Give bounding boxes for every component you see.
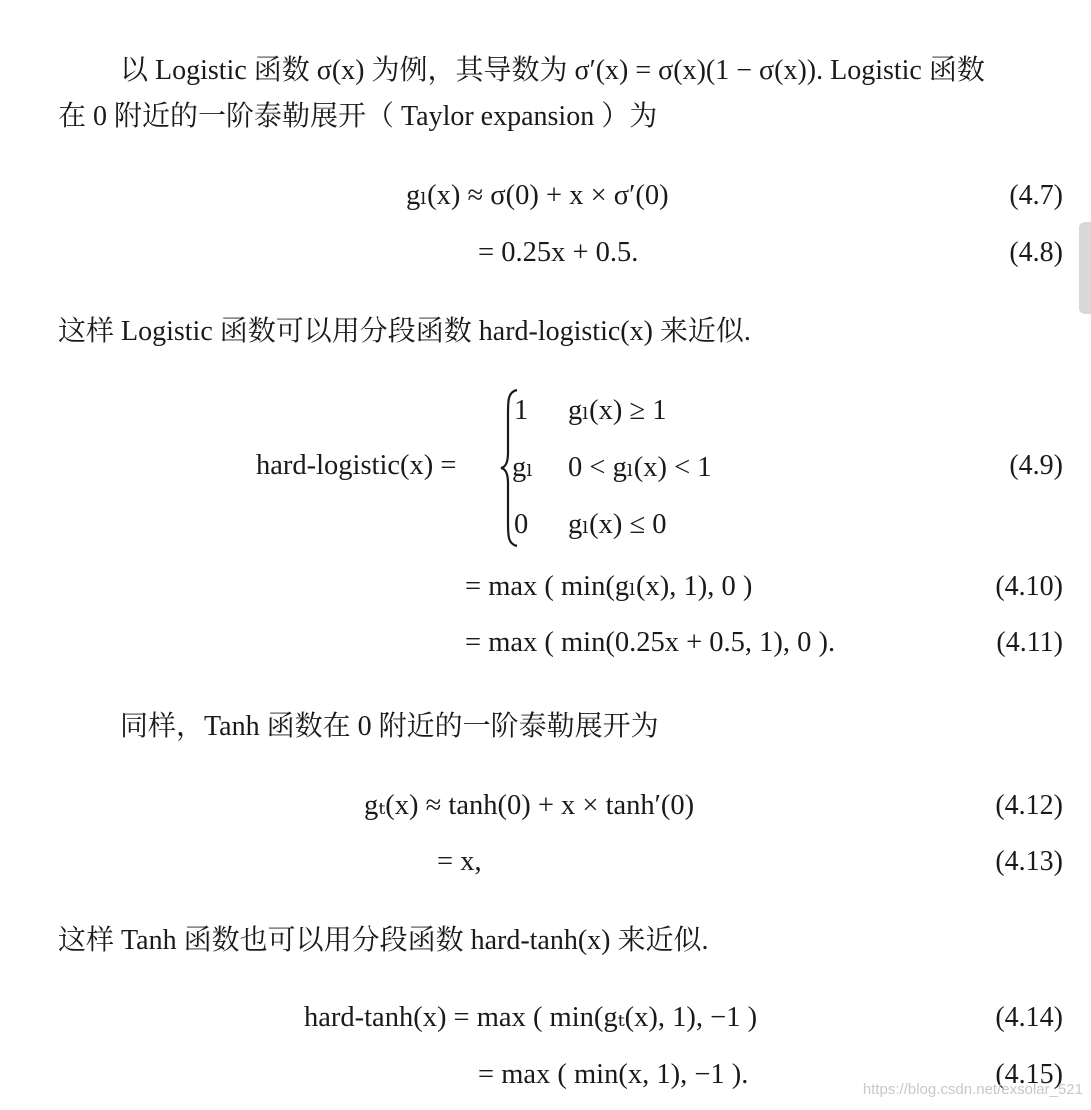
equation-number-4-14: (4.14) [995, 1002, 1063, 1033]
equation-4-10: = max ( min(gₗ(x), 1), 0 ) [465, 571, 753, 602]
paragraph-logistic-intro-line1: 以 Logistic 函数 σ(x) 为例，其导数为 σ′(x) = σ(x)(1 − σ(x)). Logistic 函数 [120, 55, 985, 86]
paragraph-hard-tanh: 这样 Tanh 函数也可以用分段函数 hard-tanh(x) 来近似. [58, 925, 709, 956]
paragraph-tanh-intro: 同样，Tanh 函数在 0 附近的一阶泰勒展开为 [120, 711, 659, 742]
equation-4-8: = 0.25x + 0.5. [478, 237, 639, 268]
case1-value: 1 [514, 395, 529, 426]
equation-number-4-13: (4.13) [995, 846, 1063, 877]
equation-number-4-9: (4.9) [1009, 450, 1063, 481]
case1-condition: gₗ(x) ≥ 1 [568, 395, 667, 426]
equation-number-4-12: (4.12) [995, 790, 1063, 821]
equation-4-15: = max ( min(x, 1), −1 ). [478, 1059, 749, 1090]
equation-4-7: gₗ(x) ≈ σ(0) + x × σ′(0) [406, 180, 669, 211]
scrollbar-thumb[interactable] [1079, 222, 1091, 314]
case3-condition: gₗ(x) ≤ 0 [568, 509, 667, 540]
paragraph-hard-logistic: 这样 Logistic 函数可以用分段函数 hard-logistic(x) 来近似. [58, 316, 751, 347]
case2-value: gₗ [512, 452, 534, 483]
equation-4-14: hard-tanh(x) = max ( min(gₜ(x), 1), −1 ) [304, 1002, 758, 1033]
paragraph-logistic-intro-line2: 在 0 附近的一阶泰勒展开（ Taylor expansion ）为 [58, 101, 658, 132]
case2-condition: 0 < gₗ(x) < 1 [568, 452, 712, 483]
case3-value: 0 [514, 509, 529, 540]
equation-4-11: = max ( min(0.25x + 0.5, 1), 0 ). [465, 627, 836, 658]
equation-number-4-11: (4.11) [996, 627, 1063, 658]
equation-number-4-7: (4.7) [1009, 180, 1063, 211]
watermark-text: https://blog.csdn.net/exsolar_521 [862, 1081, 1083, 1098]
equation-4-13: = x, [437, 846, 482, 877]
equation-number-4-10: (4.10) [995, 571, 1063, 602]
equation-4-12: gₜ(x) ≈ tanh(0) + x × tanh′(0) [364, 790, 695, 821]
equation-number-4-8: (4.8) [1009, 237, 1063, 268]
equation-number-4-15: (4.15) [995, 1059, 1063, 1090]
equation-4-9-lhs: hard-logistic(x) = [256, 450, 457, 481]
